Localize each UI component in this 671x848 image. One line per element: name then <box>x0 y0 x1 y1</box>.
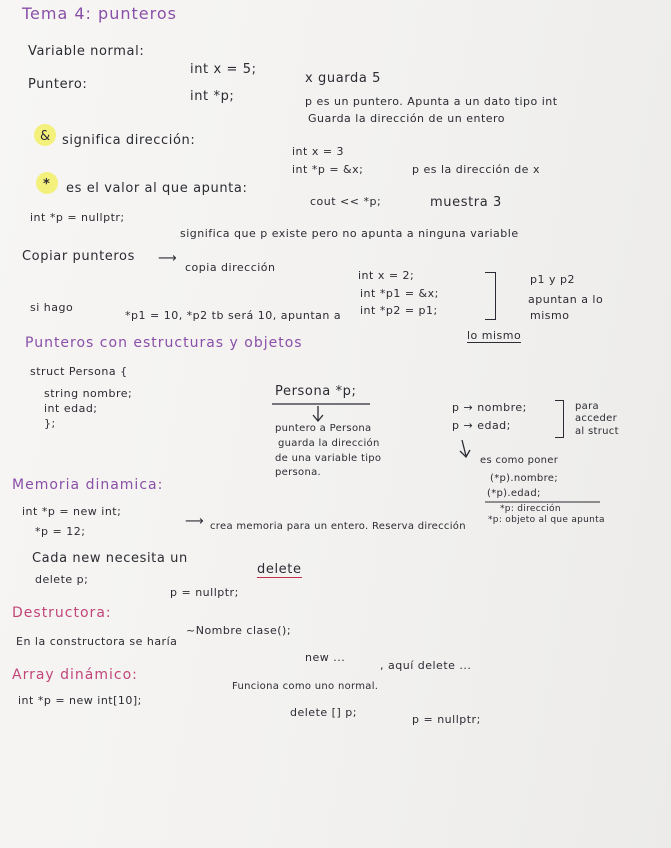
variable-code: int x = 5; <box>190 62 257 77</box>
access-note-2: acceder <box>575 413 617 424</box>
puntero-note-2: Guarda la dirección de un entero <box>308 112 506 125</box>
asterisk-symbol: * <box>43 177 51 192</box>
variable-note: x guarda 5 <box>305 71 382 86</box>
equivalent-edad: (*p).edad; <box>487 488 541 499</box>
destructora-text-2: new ... <box>305 651 346 664</box>
memoria-code-1: int *p = new int; <box>22 505 122 518</box>
variable-label: Variable normal: <box>28 44 145 59</box>
access-nombre: p → nombre; <box>452 401 527 414</box>
si-hago-label: si hago <box>30 301 74 314</box>
ampersand-code-1: int x = 3 <box>292 145 345 158</box>
struct-code-4: }; <box>44 417 56 430</box>
persona-desc-4: persona. <box>275 467 321 478</box>
asterisk-note: muestra 3 <box>430 195 502 210</box>
ampersand-label: significa dirección: <box>62 133 196 148</box>
ampersand-code-2: int *p = &x; <box>292 163 364 176</box>
footnote-direccion: *p: dirección <box>500 504 561 514</box>
access-note-3: al struct <box>575 426 619 437</box>
puntero-note-1: p es un puntero. Apunta a un dato tipo int <box>305 95 558 108</box>
destructora-code: ~Nombre clase(); <box>186 624 292 637</box>
asterisk-label: es el valor al que apunta: <box>66 181 248 196</box>
array-code-2: delete [] p; <box>290 706 357 719</box>
copiar-note-2: apuntan a lo <box>528 293 604 306</box>
footnote-objeto: *p: objeto al que apunta <box>488 515 605 525</box>
page-title: Tema 4: punteros <box>22 4 177 23</box>
array-code-1: int *p = new int[10]; <box>18 694 142 707</box>
ampersand-symbol: & <box>40 129 51 144</box>
puntero-code: int *p; <box>190 89 235 104</box>
ampersand-note: p es la dirección de x <box>412 163 540 176</box>
delete-underlined: delete <box>257 562 302 577</box>
memoria-code-2: *p = 12; <box>35 525 86 538</box>
lo-mismo-underlined: lo mismo <box>467 329 522 342</box>
copiar-note-1: p1 y p2 <box>530 273 575 286</box>
copiar-code-2: int *p1 = &x; <box>360 287 439 300</box>
destructora-text-3: , aquí delete ... <box>380 659 472 672</box>
memoria-rule: Cada new necesita un <box>32 551 188 566</box>
copiar-label-2: copia dirección <box>185 261 276 274</box>
array-note: Funciona como uno normal. <box>232 681 379 692</box>
access-edad: p → edad; <box>452 419 511 432</box>
si-hago-text: *p1 = 10, *p2 tb será 10, apuntan a <box>125 309 342 322</box>
asterisk-code: cout << *p; <box>310 195 382 208</box>
memoria-code-4: p = nullptr; <box>170 586 239 599</box>
copiar-note-3: mismo <box>530 309 570 322</box>
persona-desc-1: puntero a Persona <box>275 423 372 434</box>
equivalent-nombre: (*p).nombre; <box>490 473 558 484</box>
puntero-label: Puntero: <box>28 77 88 92</box>
nullptr-text: significa que p existe pero no apunta a ninguna variable <box>180 227 519 240</box>
persona-desc-2: guarda la dirección <box>278 438 380 449</box>
struct-code-2: string nombre; <box>44 387 133 400</box>
memoria-code-3: delete p; <box>35 573 89 586</box>
copiar-label: Copiar punteros <box>22 249 135 264</box>
memoria-arrow: ⟶ <box>185 514 205 529</box>
copiar-code-1: int x = 2; <box>358 269 415 282</box>
section-heading-estructuras: Punteros con estructuras y objetos <box>25 335 303 351</box>
copiar-arrow: ⟶ <box>158 251 178 266</box>
section-heading-memoria: Memoria dinamica: <box>12 477 164 493</box>
destructora-text-1: En la constructora se haría <box>16 635 178 648</box>
section-heading-destructora: Destructora: <box>12 605 112 621</box>
access-note-1: para <box>575 401 599 412</box>
memoria-note: crea memoria para un entero. Reserva dirección <box>210 521 466 532</box>
nullptr-code: int *p = nullptr; <box>30 211 125 224</box>
section-heading-array: Array dinámico: <box>12 667 138 683</box>
struct-code-1: struct Persona { <box>30 365 128 378</box>
persona-pointer-decl: Persona *p; <box>275 384 357 399</box>
struct-code-3: int edad; <box>44 402 98 415</box>
array-code-3: p = nullptr; <box>412 713 481 726</box>
equivalent-label: es como poner <box>480 455 559 466</box>
persona-desc-3: de una variable tipo <box>275 453 382 464</box>
copiar-code-3: int *p2 = p1; <box>360 304 438 317</box>
